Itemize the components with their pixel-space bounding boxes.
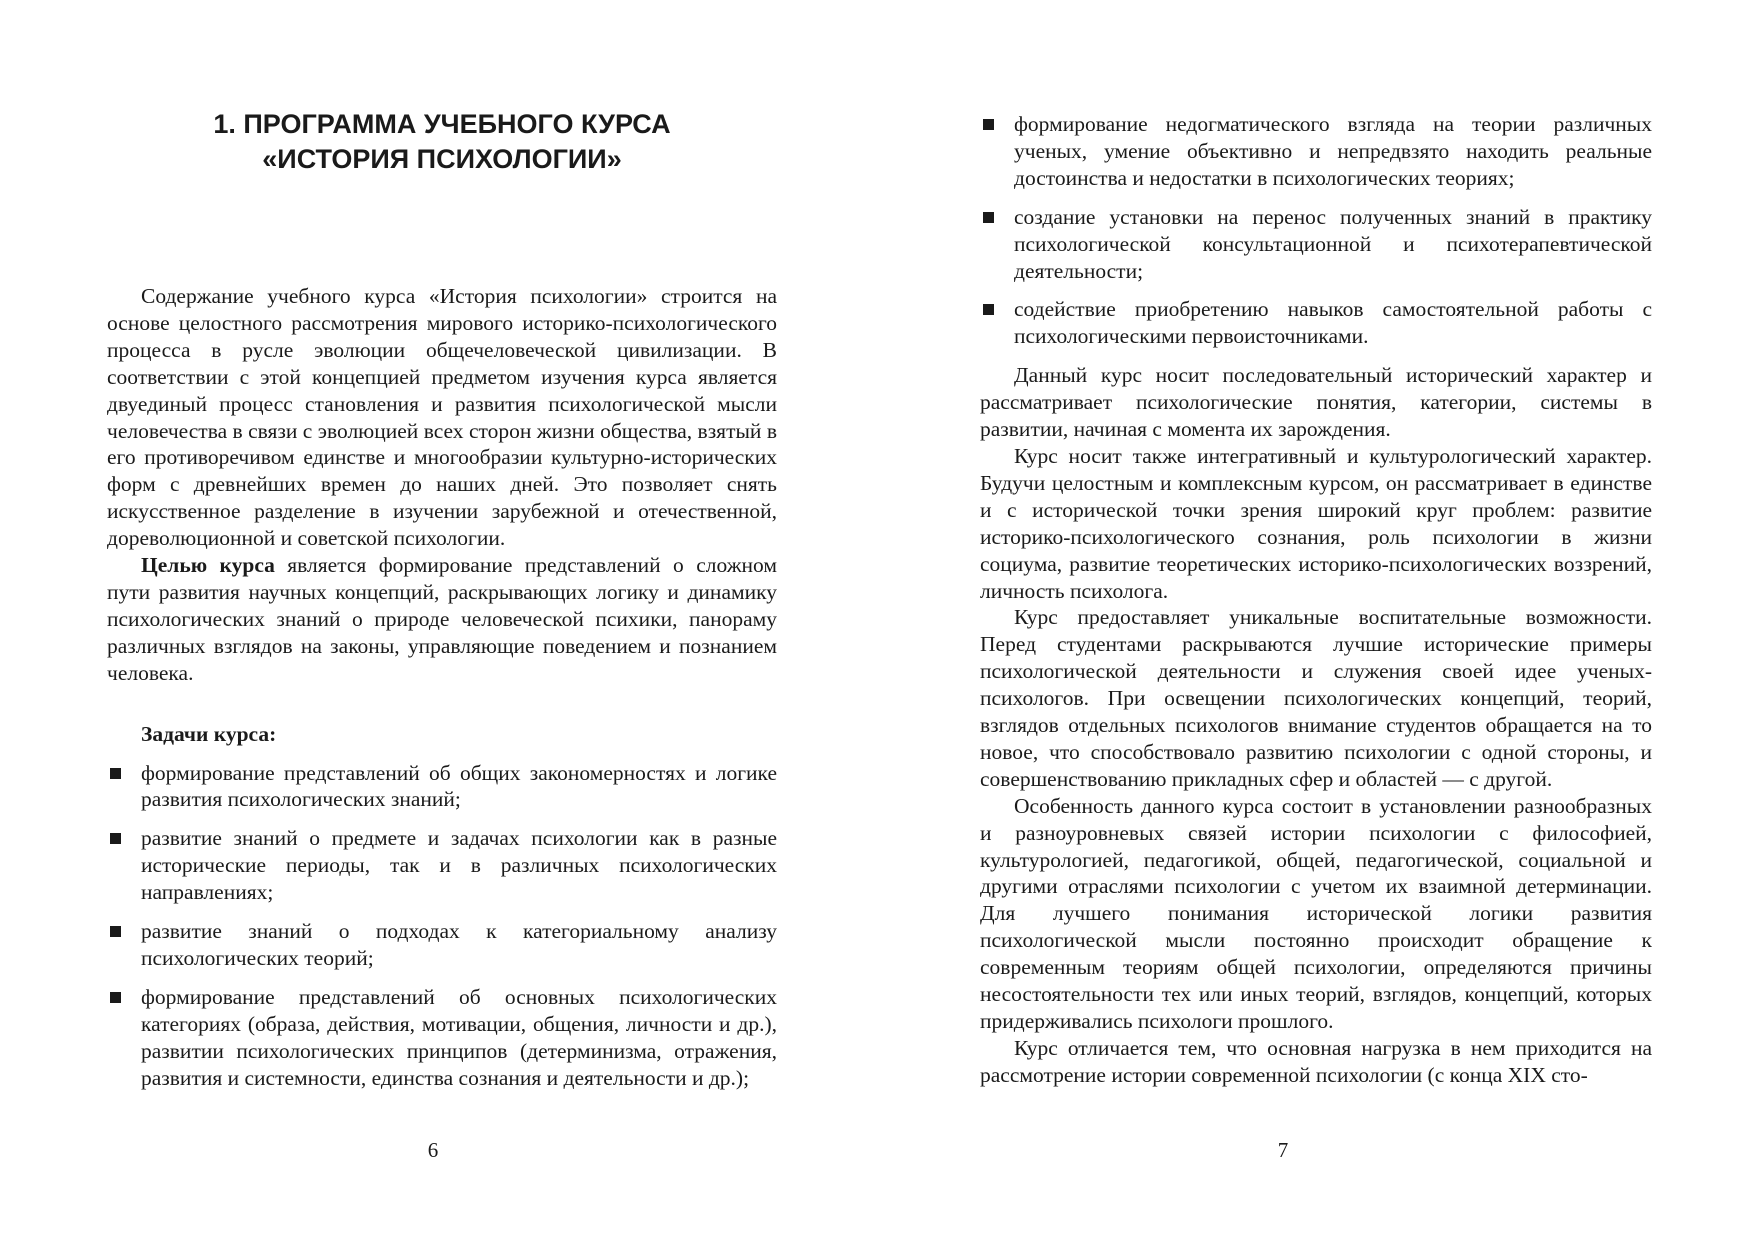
body-paragraph: Курс отличается тем, что основная нагрузка в нем приходится на рассмотрение истории современной психологии (с конца XIX сто- (980, 1035, 1652, 1087)
goal-lead: Целью курса (141, 553, 275, 578)
chapter-title-line-2: «ИСТОРИЯ ПСИХОЛОГИИ» (262, 144, 622, 174)
list-item (980, 204, 1652, 285)
page-number-right: 7 (1277, 1138, 1289, 1162)
square-bullet-icon (110, 833, 121, 844)
body-paragraph: Особенность данного курса состоит в установлении разнообразных и разноуровневых связей истории психологии с философией, культурологией, педагогикой, общей, педагогической, социальной и другими отраслями психологии с учетом их взаимной детерминации. Для лучшего понимания исторической логики развития психологической мысли постоянно происходит обращение к современным теориям общей психологии, определяются причины несостоятельности тех или иных теорий, взглядов, концепций, которых придерживались психологи прошлого. (980, 793, 1652, 1033)
right-page (874, 0, 1748, 1241)
square-bullet-icon (110, 992, 121, 1003)
list-item (980, 296, 1652, 350)
page-number-left: 6 (427, 1138, 439, 1162)
list-item-text: содействие приобретению навыков самостоятельной работы с психологическими первоисточниками. (1014, 297, 1652, 349)
list-item-text: создание установки на перенос полученных знаний в практику психологической консультационной и психотерапевтической деятельности; (1014, 204, 1652, 283)
intro-paragraph: Содержание учебного курса «История психологии» строится на основе целостного рассмотрения мирового историко-психологического процесса в русле эволюции общечеловеческой цивилизации. В соответствии с этой концепцией предметом изучения курса является двуединый процесс становления и развития психологической мысли человечества в связи с эволюцией всех сторон жизни общества, взятый в его противоречивом единстве и многообразии культурно-исторических форм с древнейших времен до наших дней. Это позволяет снять искусственное разделение в изучении зарубежной и отечественной, дореволюционной и советской психологии. (107, 284, 777, 551)
list-item-text: формирование представлений об основных психологических категориях (образа, действия, мотивации, общения, личности и др.), развитии психологических принципов (детерминизма, отражения, развития и системности, единства сознания и деятельности и др.); (141, 984, 777, 1090)
list-item-text: развитие знаний о подходах к категориальному анализу психологических теорий; (141, 919, 777, 970)
body-paragraph: Курс носит также интегративный и культурологический характер. Будучи целостным и комплексным курсом, он рассматривает в единстве и с исторической точки зрения широкий круг проблем: развитие историко-психологического сознания, роль психологии в жизни социума, развитие теоретических историко-психологических воззрений, личность психолога. (980, 443, 1652, 603)
list-item (107, 825, 777, 906)
list-item (107, 918, 777, 972)
chapter-title (107, 107, 777, 177)
goal-paragraph (107, 552, 777, 687)
left-text-column (107, 283, 777, 1103)
left-page (0, 0, 874, 1241)
square-bullet-icon (983, 212, 994, 223)
body-paragraph: Курс предоставляет уникальные воспитательные возможности. Перед студентами раскрываются лучшие исторические примеры психологической деятельности и служения своей идее ученых-психологов. При освещении психологических концепций, теорий, взглядов отдельных психологов внимание студентов обращается на то новое, что способствовало развитию психологии с одной стороны, и совершенствованию прикладных сфер и областей — с другой. (980, 605, 1652, 791)
tasks-heading: Задачи курса: (141, 721, 277, 746)
tasks-list-left (107, 760, 777, 1092)
list-item-text: формирование недогматического взгляда на теории различных ученых, умение объективно и непредвзято находить реальные достоинства и недостатки в психологических теориях; (1014, 112, 1652, 190)
square-bullet-icon (110, 926, 121, 937)
list-item-text: развитие знаний о предмете и задачах психологии как в разные исторические периоды, так и в различных психологических направлениях; (141, 826, 777, 905)
right-text-column (980, 111, 1652, 1089)
list-item (107, 984, 777, 1092)
square-bullet-icon (983, 119, 994, 130)
list-item-text: формирование представлений об общих закономерностях и логике развития психологических знаний; (141, 760, 777, 812)
square-bullet-icon (110, 768, 121, 779)
body-paragraph: Данный курс носит последовательный исторический характер и рассматривает психологические понятия, категории, системы в развитии, начиная с момента их зарождения. (980, 363, 1652, 442)
square-bullet-icon (983, 304, 994, 315)
list-item (107, 760, 777, 814)
goal-text: является формирование представлений о сложном пути развития научных концепций, раскрывающих логику и динамику психологических знаний о природе человеческой психики, панораму различных взглядов на законы, управляющие поведением и познанием человека. (107, 553, 777, 685)
chapter-title-line-1: 1. ПРОГРАММА УЧЕБНОГО КУРСА (213, 109, 671, 139)
list-item (980, 111, 1652, 192)
tasks-list-right (980, 111, 1652, 350)
